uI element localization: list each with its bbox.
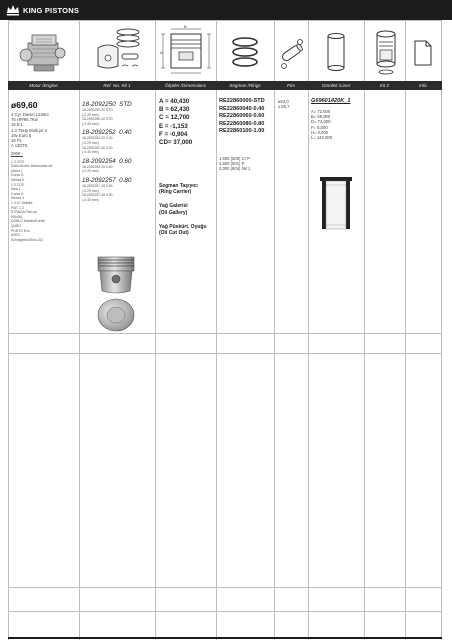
- piston-side-image: [94, 255, 138, 295]
- kit2-icon: [370, 28, 402, 78]
- header-kit2: Kit 2: [379, 83, 390, 88]
- motor-spec: 2009 -: [11, 151, 23, 157]
- liner-dim: L= 142,000: [311, 135, 333, 141]
- crown-logo-icon: [6, 4, 20, 16]
- brand: [6, 4, 79, 16]
- header-pim: Pim: [287, 83, 295, 88]
- header-gomlek: Gömlek /Liner: [321, 83, 351, 88]
- pin-cell: [278, 99, 308, 109]
- ref-sub: (-0.40 mm): [82, 121, 99, 126]
- ref-sub: 18-2092252-20 0.40: [82, 136, 113, 141]
- piston-top-image: [96, 298, 136, 332]
- ring-spec: 1,500 (501) P: [219, 161, 245, 167]
- liner-code: G69601420K_1: [311, 98, 351, 104]
- liner-icon: [323, 30, 349, 76]
- ref-sub: (-0.20 mm): [82, 112, 99, 117]
- ref-sub: 18-2092252-40 0.40: [82, 145, 113, 150]
- ref-group: [82, 177, 154, 202]
- ring-spec: 1,500 (500) Cr P: [219, 156, 250, 161]
- ring-spec: 2,000 (804) Nit 1: [219, 166, 251, 172]
- motor-spec: 1.3 75Hp Multi.jet II: [11, 127, 48, 133]
- piston-dimensions-icon: [159, 24, 213, 78]
- feature-label: Segman Taşıyıcı: [159, 183, 198, 189]
- ring-code: RE22860040-0.40: [219, 105, 265, 112]
- ref-sub: 18-2092254-20 0.60: [82, 164, 113, 169]
- ring-code: RE22860000-STD: [219, 98, 265, 104]
- ref-sub: 18-2092250-40 STD: [82, 117, 113, 122]
- engine-image: [14, 23, 74, 79]
- pin-diameter: ø23,0: [278, 99, 289, 104]
- catalog-grid: [8, 20, 442, 640]
- vehicle-item: DOBLO Kasten/Kombi: [11, 219, 45, 224]
- ref-group: [82, 158, 154, 174]
- ref-sub: 18-2092257-20 0.80: [82, 183, 113, 188]
- feature-label: (Ring Carrier): [159, 189, 192, 196]
- pin-length: x 56,7: [278, 104, 290, 110]
- vehicle-item: Corsa D: [11, 191, 24, 196]
- vehicle-item: Doblo/Doblo Motorulane Ait: [11, 164, 53, 169]
- ref-sub: 18-2092250-20 STD: [82, 108, 113, 112]
- ring-code: RE22860080-0.80: [219, 120, 265, 127]
- vehicle-item: AVEO: [11, 233, 21, 238]
- ref-size: 0.60: [119, 157, 132, 165]
- svg-text:A: A: [160, 50, 163, 55]
- dimension-value: E = -1,153: [159, 122, 188, 130]
- header-ref: Ref. No. Kit 1: [103, 83, 131, 88]
- vehicle-item: (Adria ): [11, 168, 23, 173]
- ref-sub: (-0.20 mm): [82, 188, 99, 193]
- liner-dim: H= 0,000: [311, 129, 329, 135]
- dimension-value: F = -0,904: [159, 130, 188, 138]
- vehicle-item: PUNTO Evo: [11, 228, 30, 233]
- vehicle-item: 1.3 CDTi: [11, 159, 25, 164]
- liner-dim: D= 74,000: [311, 119, 331, 125]
- header-segman: Segman /Rings: [229, 83, 261, 88]
- top-bar: [0, 0, 452, 20]
- feature-label: Yağ Püskürt. Oyuğu: [159, 223, 207, 230]
- ref-sub: (-0.20 mm): [82, 169, 99, 174]
- ref-code: 18-2092254: [82, 157, 116, 165]
- ring-code: RE22860100-1.00: [219, 128, 265, 135]
- dimension-value: C = 12,700: [159, 114, 190, 122]
- piston-kit-icon: [92, 24, 144, 78]
- ref-group: [82, 129, 154, 154]
- header-info: Info: [419, 83, 427, 88]
- ref-sub: (-0.40 mm): [82, 150, 99, 155]
- vehicle-item: PANDA: [11, 214, 23, 219]
- vehicle-item: 1.3 JC Multijet: [11, 200, 33, 205]
- rings-icon: [229, 32, 261, 76]
- motor-spec: 16v Euro 5: [11, 132, 32, 138]
- vehicle-item: QUBO: [11, 223, 21, 228]
- header-motor: Motor /Engine: [29, 83, 58, 88]
- liner-drawing: [314, 175, 358, 233]
- vehicle-list: [11, 160, 78, 243]
- liner-dim: B= 69,900: [311, 114, 331, 120]
- feature-labels: [159, 183, 215, 236]
- ref-code: 18-2092250: [82, 101, 116, 108]
- ref-size: 0.80: [119, 176, 132, 184]
- vehicle-item: Meriva 3: [11, 196, 25, 201]
- feature-label: Yağ Galerisi: [159, 203, 188, 210]
- feature-label: (Oil Cut Out): [159, 230, 189, 237]
- vehicle-item: Meriva II: [11, 178, 24, 182]
- brand-name: KING PISTONS: [23, 5, 80, 15]
- motor-spec: 16,8:1: [11, 122, 23, 128]
- motor-spec: 16 P1: [11, 138, 22, 144]
- svg-text:B: B: [184, 24, 187, 29]
- ref-size: 0.40: [119, 129, 132, 137]
- feature-label: (Oil Gallery): [159, 209, 188, 216]
- vehicle-item: Corsa D: [11, 173, 24, 178]
- rings-cell: [219, 98, 274, 136]
- ref-code: 18-2092252: [82, 129, 116, 137]
- liner-dim: A= 72,500: [311, 109, 331, 114]
- column-header-row: [8, 81, 442, 90]
- ref-sub: (-0.40 mm): [82, 197, 99, 202]
- liner-cell: [311, 98, 364, 140]
- header-olculer: Ölçüler /Dimensions: [164, 83, 207, 88]
- vehicle-item: STRADA Pick-up: [11, 210, 37, 215]
- motor-spec: 75 HP/95.7Kw: [11, 117, 38, 123]
- motor-cell: [11, 100, 78, 242]
- pin-icon: [278, 34, 306, 74]
- bore-size: ø69,60: [11, 100, 38, 110]
- vehicle-item: Idea 1: [11, 187, 21, 192]
- dimension-value: B = 62,430: [159, 106, 190, 114]
- motor-spec: 4 Cyl. Diesel 1248cc: [11, 112, 50, 117]
- ring-code: RE22860060-0.60: [219, 113, 265, 120]
- ref-sub: (-0.20 mm): [82, 140, 99, 145]
- vehicle-item: 1.3 CDTi: [11, 182, 25, 187]
- ref-cell: [82, 98, 154, 202]
- ref-sub: 18-2092257-40 0.80: [82, 193, 113, 198]
- vehicle-item: Schrägheck/Euro-4)3: [11, 237, 44, 242]
- dimension-value: A = 40,430: [159, 98, 190, 105]
- liner-dim: F= 5,000: [311, 124, 328, 130]
- ref-size: STD: [119, 101, 132, 108]
- ref-group: [82, 101, 154, 126]
- dimension-value: CD= 37,000: [159, 139, 193, 147]
- ref-code: 18-2092257: [82, 176, 116, 184]
- motor-spec: A 13DTE: [11, 143, 28, 149]
- ring-specs: [219, 156, 274, 172]
- document-icon: [412, 40, 434, 66]
- vehicle-item: FIAT 1.3: [11, 205, 24, 210]
- dimensions-cell: [159, 98, 215, 147]
